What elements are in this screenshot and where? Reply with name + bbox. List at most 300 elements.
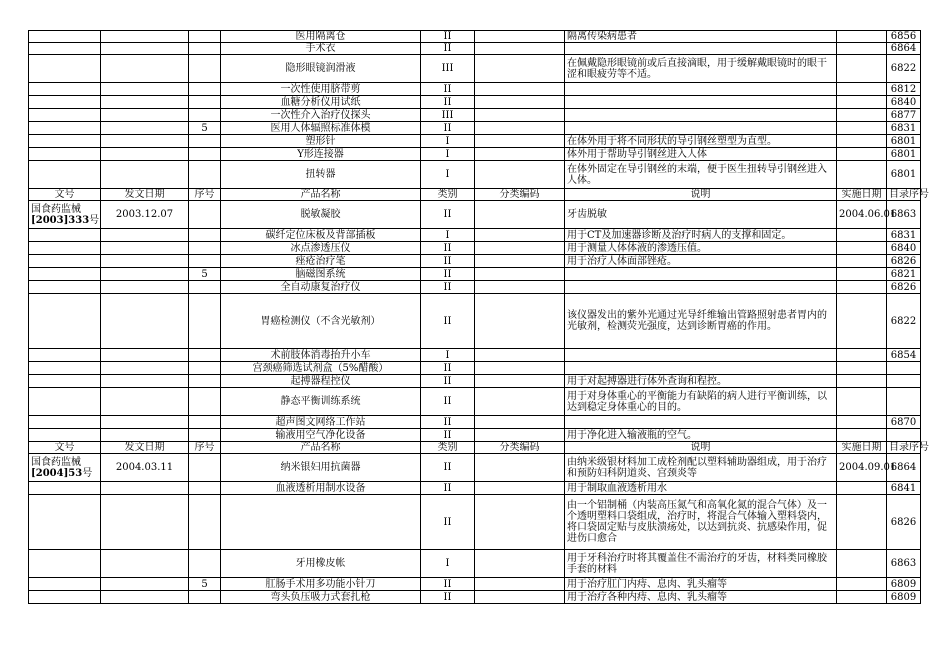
effective-date-cell <box>837 161 887 189</box>
effective-date-cell <box>837 43 887 55</box>
table-row <box>29 416 921 429</box>
category-cell: II <box>421 375 475 388</box>
table-row <box>29 96 921 109</box>
catalog-no-cell: 6801 <box>887 148 921 161</box>
doc-no-cell <box>29 109 101 122</box>
effective-date-cell <box>837 135 887 148</box>
catalog-no-cell: 6841 <box>887 482 921 495</box>
issue-date-cell <box>101 255 189 268</box>
doc-no-cell <box>29 31 101 43</box>
catalog-no-cell <box>887 388 921 416</box>
category-cell: II <box>421 482 475 495</box>
issue-date-cell <box>101 349 189 362</box>
table-row <box>29 281 921 294</box>
catalog-no-cell <box>887 429 921 442</box>
issue-date-cell <box>101 242 189 255</box>
seq-cell: 5 <box>189 122 221 135</box>
doc-no-cell <box>29 429 101 442</box>
class-code-cell <box>475 578 565 591</box>
header-product: 产品名称 <box>221 189 421 201</box>
issue-date-cell <box>101 375 189 388</box>
product-name-cell: 医用隔离仓 <box>221 31 421 43</box>
catalog-no-cell: 6877 <box>887 109 921 122</box>
class-code-cell <box>475 429 565 442</box>
category-cell: II <box>421 83 475 96</box>
class-code-cell <box>475 96 565 109</box>
class-code-cell <box>475 109 565 122</box>
effective-date-cell <box>837 122 887 135</box>
product-name-cell: 血液透析用制水设备 <box>221 482 421 495</box>
seq-cell <box>189 242 221 255</box>
category-cell: II <box>421 495 475 550</box>
seq-cell <box>189 255 221 268</box>
product-name-cell: 起搏器程控仪 <box>221 375 421 388</box>
seq-cell <box>189 388 221 416</box>
catalog-no-cell: 6826 <box>887 495 921 550</box>
issue-date-cell <box>101 161 189 189</box>
table-row <box>29 495 921 550</box>
doc-no-cell <box>29 255 101 268</box>
product-name-cell: 血糖分析仪用试纸 <box>221 96 421 109</box>
class-code-cell <box>475 83 565 96</box>
seq-cell <box>189 454 221 482</box>
class-code-cell <box>475 148 565 161</box>
description-cell: 由一个铝制桶（内装高压氮气和高氧化氮的混合气体）及一个透明塑料口袋组成，治疗时，将混合气体输入塑料袋内，将口袋固定贴与皮肤溃疡处，以达到抗炎、抗感染作用，促进伤口愈合 <box>565 495 837 550</box>
seq-cell <box>189 109 221 122</box>
catalog-no-cell <box>887 362 921 375</box>
description-cell <box>565 268 837 281</box>
catalog-no-cell: 6821 <box>887 268 921 281</box>
issue-date-cell <box>101 362 189 375</box>
description-cell <box>565 416 837 429</box>
description-cell: 在佩戴隐形眼镜前或后直接滴眼，用于缓解戴眼镜时的眼干涩和眼疲劳等不适。 <box>565 55 837 83</box>
class-code-cell <box>475 375 565 388</box>
category-cell: I <box>421 229 475 242</box>
seq-cell <box>189 482 221 495</box>
product-name-cell: 术前肢体消毒抬升小车 <box>221 349 421 362</box>
table-row <box>29 578 921 591</box>
catalog-no-cell: 6809 <box>887 578 921 591</box>
issue-date-cell <box>101 83 189 96</box>
issue-date-cell <box>101 148 189 161</box>
catalog-no-cell: 6840 <box>887 96 921 109</box>
issue-date-cell <box>101 578 189 591</box>
class-code-cell <box>475 43 565 55</box>
table-row <box>29 482 921 495</box>
product-name-cell: 医用人体辐照标准体模 <box>221 122 421 135</box>
product-name-cell: 碳纤定位床板及背部插板 <box>221 229 421 242</box>
catalog-no-cell: 6864 <box>887 43 921 55</box>
catalog-no-cell: 6840 <box>887 242 921 255</box>
description-cell: 用于对起搏器进行体外查询和程控。 <box>565 375 837 388</box>
product-name-cell: 痤疮治疗笔 <box>221 255 421 268</box>
table-row <box>29 83 921 96</box>
header-category: 类别 <box>421 189 475 201</box>
doc-no-suffix: 号 <box>89 214 100 226</box>
category-cell: II <box>421 255 475 268</box>
catalog-no-cell: 6864 <box>887 454 921 482</box>
category-cell: II <box>421 31 475 43</box>
catalog-no-cell: 6822 <box>887 294 921 349</box>
effective-date-cell <box>837 281 887 294</box>
issue-date-cell <box>101 96 189 109</box>
seq-cell <box>189 201 221 229</box>
class-code-cell <box>475 161 565 189</box>
seq-cell <box>189 83 221 96</box>
class-code-cell <box>475 255 565 268</box>
class-code-cell <box>475 388 565 416</box>
issue-date-cell <box>101 388 189 416</box>
doc-no-cell <box>29 96 101 109</box>
product-name-cell: 脑磁图系统 <box>221 268 421 281</box>
header-effective-date: 实施日期 <box>837 442 887 454</box>
description-cell <box>565 83 837 96</box>
header-product: 产品名称 <box>221 442 421 454</box>
issue-date-cell <box>101 416 189 429</box>
table-row <box>29 242 921 255</box>
header-catalog-no: 目录序号 <box>887 189 921 201</box>
category-cell: III <box>421 55 475 83</box>
class-code-cell <box>475 281 565 294</box>
table-row <box>29 550 921 578</box>
table-row <box>29 229 921 242</box>
effective-date-cell <box>837 388 887 416</box>
doc-no-cell <box>29 161 101 189</box>
doc-no-cell <box>29 43 101 55</box>
issue-date-cell <box>101 229 189 242</box>
effective-date-cell: 2004.06.01 <box>837 201 887 229</box>
doc-no-cell <box>29 495 101 550</box>
class-code-cell <box>475 591 565 604</box>
class-code-cell <box>475 416 565 429</box>
class-code-cell <box>475 482 565 495</box>
header-row <box>29 189 921 201</box>
description-cell <box>565 122 837 135</box>
product-name-cell: 隐形眼镜润滑液 <box>221 55 421 83</box>
issue-date-cell <box>101 429 189 442</box>
category-cell: II <box>421 96 475 109</box>
catalog-no-cell: 6831 <box>887 229 921 242</box>
effective-date-cell <box>837 294 887 349</box>
seq-cell <box>189 550 221 578</box>
description-cell: 用于治疗肛门内痔、息肉、乳头瘤等 <box>565 578 837 591</box>
category-cell: II <box>421 578 475 591</box>
catalog-no-cell: 6801 <box>887 135 921 148</box>
description-cell: 用于CT及加速器诊断及治疗时病人的支撑和固定。 <box>565 229 837 242</box>
table-row <box>29 201 921 229</box>
table-row <box>29 429 921 442</box>
seq-cell: 5 <box>189 268 221 281</box>
table-row <box>29 43 921 55</box>
doc-no-number: [2003]333 <box>31 214 90 226</box>
category-cell: II <box>421 294 475 349</box>
category-cell: II <box>421 362 475 375</box>
effective-date-cell <box>837 242 887 255</box>
seq-cell <box>189 148 221 161</box>
seq-cell <box>189 229 221 242</box>
catalog-no-cell: 6831 <box>887 122 921 135</box>
catalog-no-cell: 6812 <box>887 83 921 96</box>
category-cell: I <box>421 161 475 189</box>
description-cell <box>565 281 837 294</box>
catalog-no-cell: 6854 <box>887 349 921 362</box>
description-cell: 用于牙科治疗时将其覆盖住不需治疗的牙齿，材料类同橡胶手套的材料 <box>565 550 837 578</box>
effective-date-cell <box>837 148 887 161</box>
product-name-cell: 塑形针 <box>221 135 421 148</box>
header-catalog-no: 目录序号 <box>887 442 921 454</box>
class-code-cell <box>475 135 565 148</box>
catalog-no-cell: 6801 <box>887 161 921 189</box>
category-cell: II <box>421 388 475 416</box>
effective-date-cell <box>837 109 887 122</box>
table-row <box>29 161 921 189</box>
header-description: 说明 <box>565 189 837 201</box>
category-cell: I <box>421 550 475 578</box>
doc-no-cell <box>29 55 101 83</box>
category-cell: II <box>421 242 475 255</box>
header-issue-date: 发文日期 <box>101 189 189 201</box>
seq-cell <box>189 294 221 349</box>
description-cell: 用于净化进入输液瓶的空气。 <box>565 429 837 442</box>
issue-date-cell: 2003.12.07 <box>101 201 189 229</box>
issue-date-cell <box>101 268 189 281</box>
issue-date-cell <box>101 43 189 55</box>
description-cell: 用于对身体重心的平衡能力有缺陷的病人进行平衡训练，以达到稳定身体重心的目的。 <box>565 388 837 416</box>
catalog-no-cell: 6822 <box>887 55 921 83</box>
effective-date-cell <box>837 578 887 591</box>
issue-date-cell <box>101 591 189 604</box>
doc-no-cell <box>29 388 101 416</box>
effective-date-cell <box>837 349 887 362</box>
issue-date-cell <box>101 55 189 83</box>
category-cell: II <box>421 43 475 55</box>
description-cell: 体外用于帮助导引钢丝进入人体 <box>565 148 837 161</box>
seq-cell <box>189 31 221 43</box>
effective-date-cell <box>837 495 887 550</box>
header-class-code: 分类编码 <box>475 442 565 454</box>
seq-cell <box>189 591 221 604</box>
class-code-cell <box>475 495 565 550</box>
effective-date-cell: 2004.09.01 <box>837 454 887 482</box>
table-row <box>29 294 921 349</box>
doc-no-cell <box>29 591 101 604</box>
product-name-cell: 扭转器 <box>221 161 421 189</box>
effective-date-cell <box>837 83 887 96</box>
seq-cell <box>189 362 221 375</box>
header-doc-no: 文号 <box>29 442 101 454</box>
header-row <box>29 442 921 454</box>
product-name-cell: 肛肠手术用多功能小针刀 <box>221 578 421 591</box>
catalog-no-cell: 6856 <box>887 31 921 43</box>
table-row <box>29 362 921 375</box>
issue-date-cell <box>101 281 189 294</box>
seq-cell <box>189 55 221 83</box>
header-category: 类别 <box>421 442 475 454</box>
doc-no-cell <box>29 349 101 362</box>
description-cell: 在体外固定在导引钢丝的末端，便于医生扭转导引钢丝进入人体。 <box>565 161 837 189</box>
category-cell: II <box>421 281 475 294</box>
doc-no-cell <box>29 482 101 495</box>
table-row <box>29 349 921 362</box>
description-cell <box>565 96 837 109</box>
doc-no-number: [2004]53 <box>31 467 83 479</box>
seq-cell <box>189 375 221 388</box>
product-name-cell: 冰点渗透压仪 <box>221 242 421 255</box>
doc-no-cell <box>29 242 101 255</box>
doc-no-prefix: 国食药监械 <box>31 203 81 215</box>
header-doc-no: 文号 <box>29 189 101 201</box>
effective-date-cell <box>837 482 887 495</box>
effective-date-cell <box>837 362 887 375</box>
table-row <box>29 591 921 604</box>
description-cell: 用于治疗各种内痔、息肉、乳头瘤等 <box>565 591 837 604</box>
effective-date-cell <box>837 550 887 578</box>
issue-date-cell <box>101 109 189 122</box>
category-cell: II <box>421 454 475 482</box>
doc-no-cell <box>29 550 101 578</box>
product-name-cell: 静态平衡训练系统 <box>221 388 421 416</box>
description-cell: 用于治疗人体面部锉疮。 <box>565 255 837 268</box>
description-cell: 用于测量人体体液的渗透压值。 <box>565 242 837 255</box>
catalog-no-cell: 6863 <box>887 201 921 229</box>
issue-date-cell: 2004.03.11 <box>101 454 189 482</box>
effective-date-cell <box>837 591 887 604</box>
effective-date-cell <box>837 96 887 109</box>
seq-cell <box>189 281 221 294</box>
class-code-cell <box>475 454 565 482</box>
product-name-cell: 手术衣 <box>221 43 421 55</box>
description-cell: 隔离传染病患者 <box>565 31 837 43</box>
table-row <box>29 388 921 416</box>
description-cell: 牙齿脱敏 <box>565 201 837 229</box>
doc-no-cell <box>29 268 101 281</box>
effective-date-cell <box>837 429 887 442</box>
class-code-cell <box>475 550 565 578</box>
issue-date-cell <box>101 550 189 578</box>
class-code-cell <box>475 31 565 43</box>
category-cell: II <box>421 201 475 229</box>
class-code-cell <box>475 362 565 375</box>
effective-date-cell <box>837 55 887 83</box>
class-code-cell <box>475 229 565 242</box>
description-cell <box>565 109 837 122</box>
issue-date-cell <box>101 495 189 550</box>
product-name-cell: 弯头负压吸力式套扎枪 <box>221 591 421 604</box>
table-row <box>29 255 921 268</box>
product-name-cell: Y形连接器 <box>221 148 421 161</box>
header-issue-date: 发文日期 <box>101 442 189 454</box>
category-cell: II <box>421 429 475 442</box>
description-cell: 由纳米级银材料加工成栓剂配以塑料辅助器组成，用于治疗和预防妇科阴道炎、宫颈炎等 <box>565 454 837 482</box>
product-name-cell: 超声图文网络工作站 <box>221 416 421 429</box>
doc-no-cell <box>29 135 101 148</box>
header-effective-date: 实施日期 <box>837 189 887 201</box>
product-name-cell: 一次性介入治疗仪探头 <box>221 109 421 122</box>
category-cell: II <box>421 122 475 135</box>
catalog-no-cell <box>887 375 921 388</box>
issue-date-cell <box>101 482 189 495</box>
doc-no-prefix: 国食药监械 <box>31 456 81 468</box>
doc-no-cell <box>29 281 101 294</box>
catalog-no-cell: 6826 <box>887 281 921 294</box>
table-row <box>29 454 921 482</box>
effective-date-cell <box>837 255 887 268</box>
table-row <box>29 135 921 148</box>
doc-no-cell <box>29 201 101 229</box>
class-code-cell <box>475 268 565 281</box>
product-name-cell: 全自动康复治疗仪 <box>221 281 421 294</box>
category-cell: III <box>421 109 475 122</box>
header-class-code: 分类编码 <box>475 189 565 201</box>
effective-date-cell <box>837 375 887 388</box>
catalog-no-cell: 6863 <box>887 550 921 578</box>
class-code-cell <box>475 294 565 349</box>
seq-cell: 5 <box>189 578 221 591</box>
category-cell: I <box>421 148 475 161</box>
effective-date-cell <box>837 268 887 281</box>
category-cell: II <box>421 268 475 281</box>
product-name-cell <box>221 495 421 550</box>
doc-no-cell <box>29 578 101 591</box>
table-row <box>29 122 921 135</box>
effective-date-cell <box>837 31 887 43</box>
category-cell: II <box>421 416 475 429</box>
seq-cell <box>189 349 221 362</box>
seq-cell <box>189 43 221 55</box>
doc-no-cell <box>29 416 101 429</box>
product-name-cell: 胃癌检测仪（不含光敏剂） <box>221 294 421 349</box>
doc-no-cell <box>29 294 101 349</box>
seq-cell <box>189 96 221 109</box>
doc-no-cell <box>29 229 101 242</box>
class-code-cell <box>475 201 565 229</box>
device-catalog-table <box>28 30 929 604</box>
issue-date-cell <box>101 135 189 148</box>
doc-no-cell <box>29 454 101 482</box>
catalog-no-cell: 6826 <box>887 255 921 268</box>
description-cell: 该仪器发出的紫外光通过光导纤维输出管路照射患者胃内的光敏剂，检测荧光强度，达到诊断胃癌的作用。 <box>565 294 837 349</box>
effective-date-cell <box>837 416 887 429</box>
catalog-no-cell: 6809 <box>887 591 921 604</box>
product-name-cell: 牙用橡皮帐 <box>221 550 421 578</box>
table-row <box>29 148 921 161</box>
doc-no-cell <box>29 122 101 135</box>
seq-cell <box>189 135 221 148</box>
class-code-cell <box>475 349 565 362</box>
doc-no-cell <box>29 148 101 161</box>
class-code-cell <box>475 122 565 135</box>
product-name-cell: 纳米银妇用抗菌器 <box>221 454 421 482</box>
table-row <box>29 268 921 281</box>
doc-no-cell <box>29 83 101 96</box>
issue-date-cell <box>101 294 189 349</box>
product-name-cell: 一次性使用脐带剪 <box>221 83 421 96</box>
product-name-cell: 脱敏凝胶 <box>221 201 421 229</box>
category-cell: I <box>421 135 475 148</box>
doc-no-cell <box>29 375 101 388</box>
category-cell: II <box>421 591 475 604</box>
product-name-cell: 输液用空气净化设备 <box>221 429 421 442</box>
product-name-cell: 宫颈癌筛选试剂盒（5%醋酸） <box>221 362 421 375</box>
doc-no-cell <box>29 362 101 375</box>
seq-cell <box>189 429 221 442</box>
issue-date-cell <box>101 122 189 135</box>
class-code-cell <box>475 55 565 83</box>
doc-no-suffix: 号 <box>82 467 93 479</box>
description-cell <box>565 349 837 362</box>
seq-cell <box>189 416 221 429</box>
category-cell: I <box>421 349 475 362</box>
